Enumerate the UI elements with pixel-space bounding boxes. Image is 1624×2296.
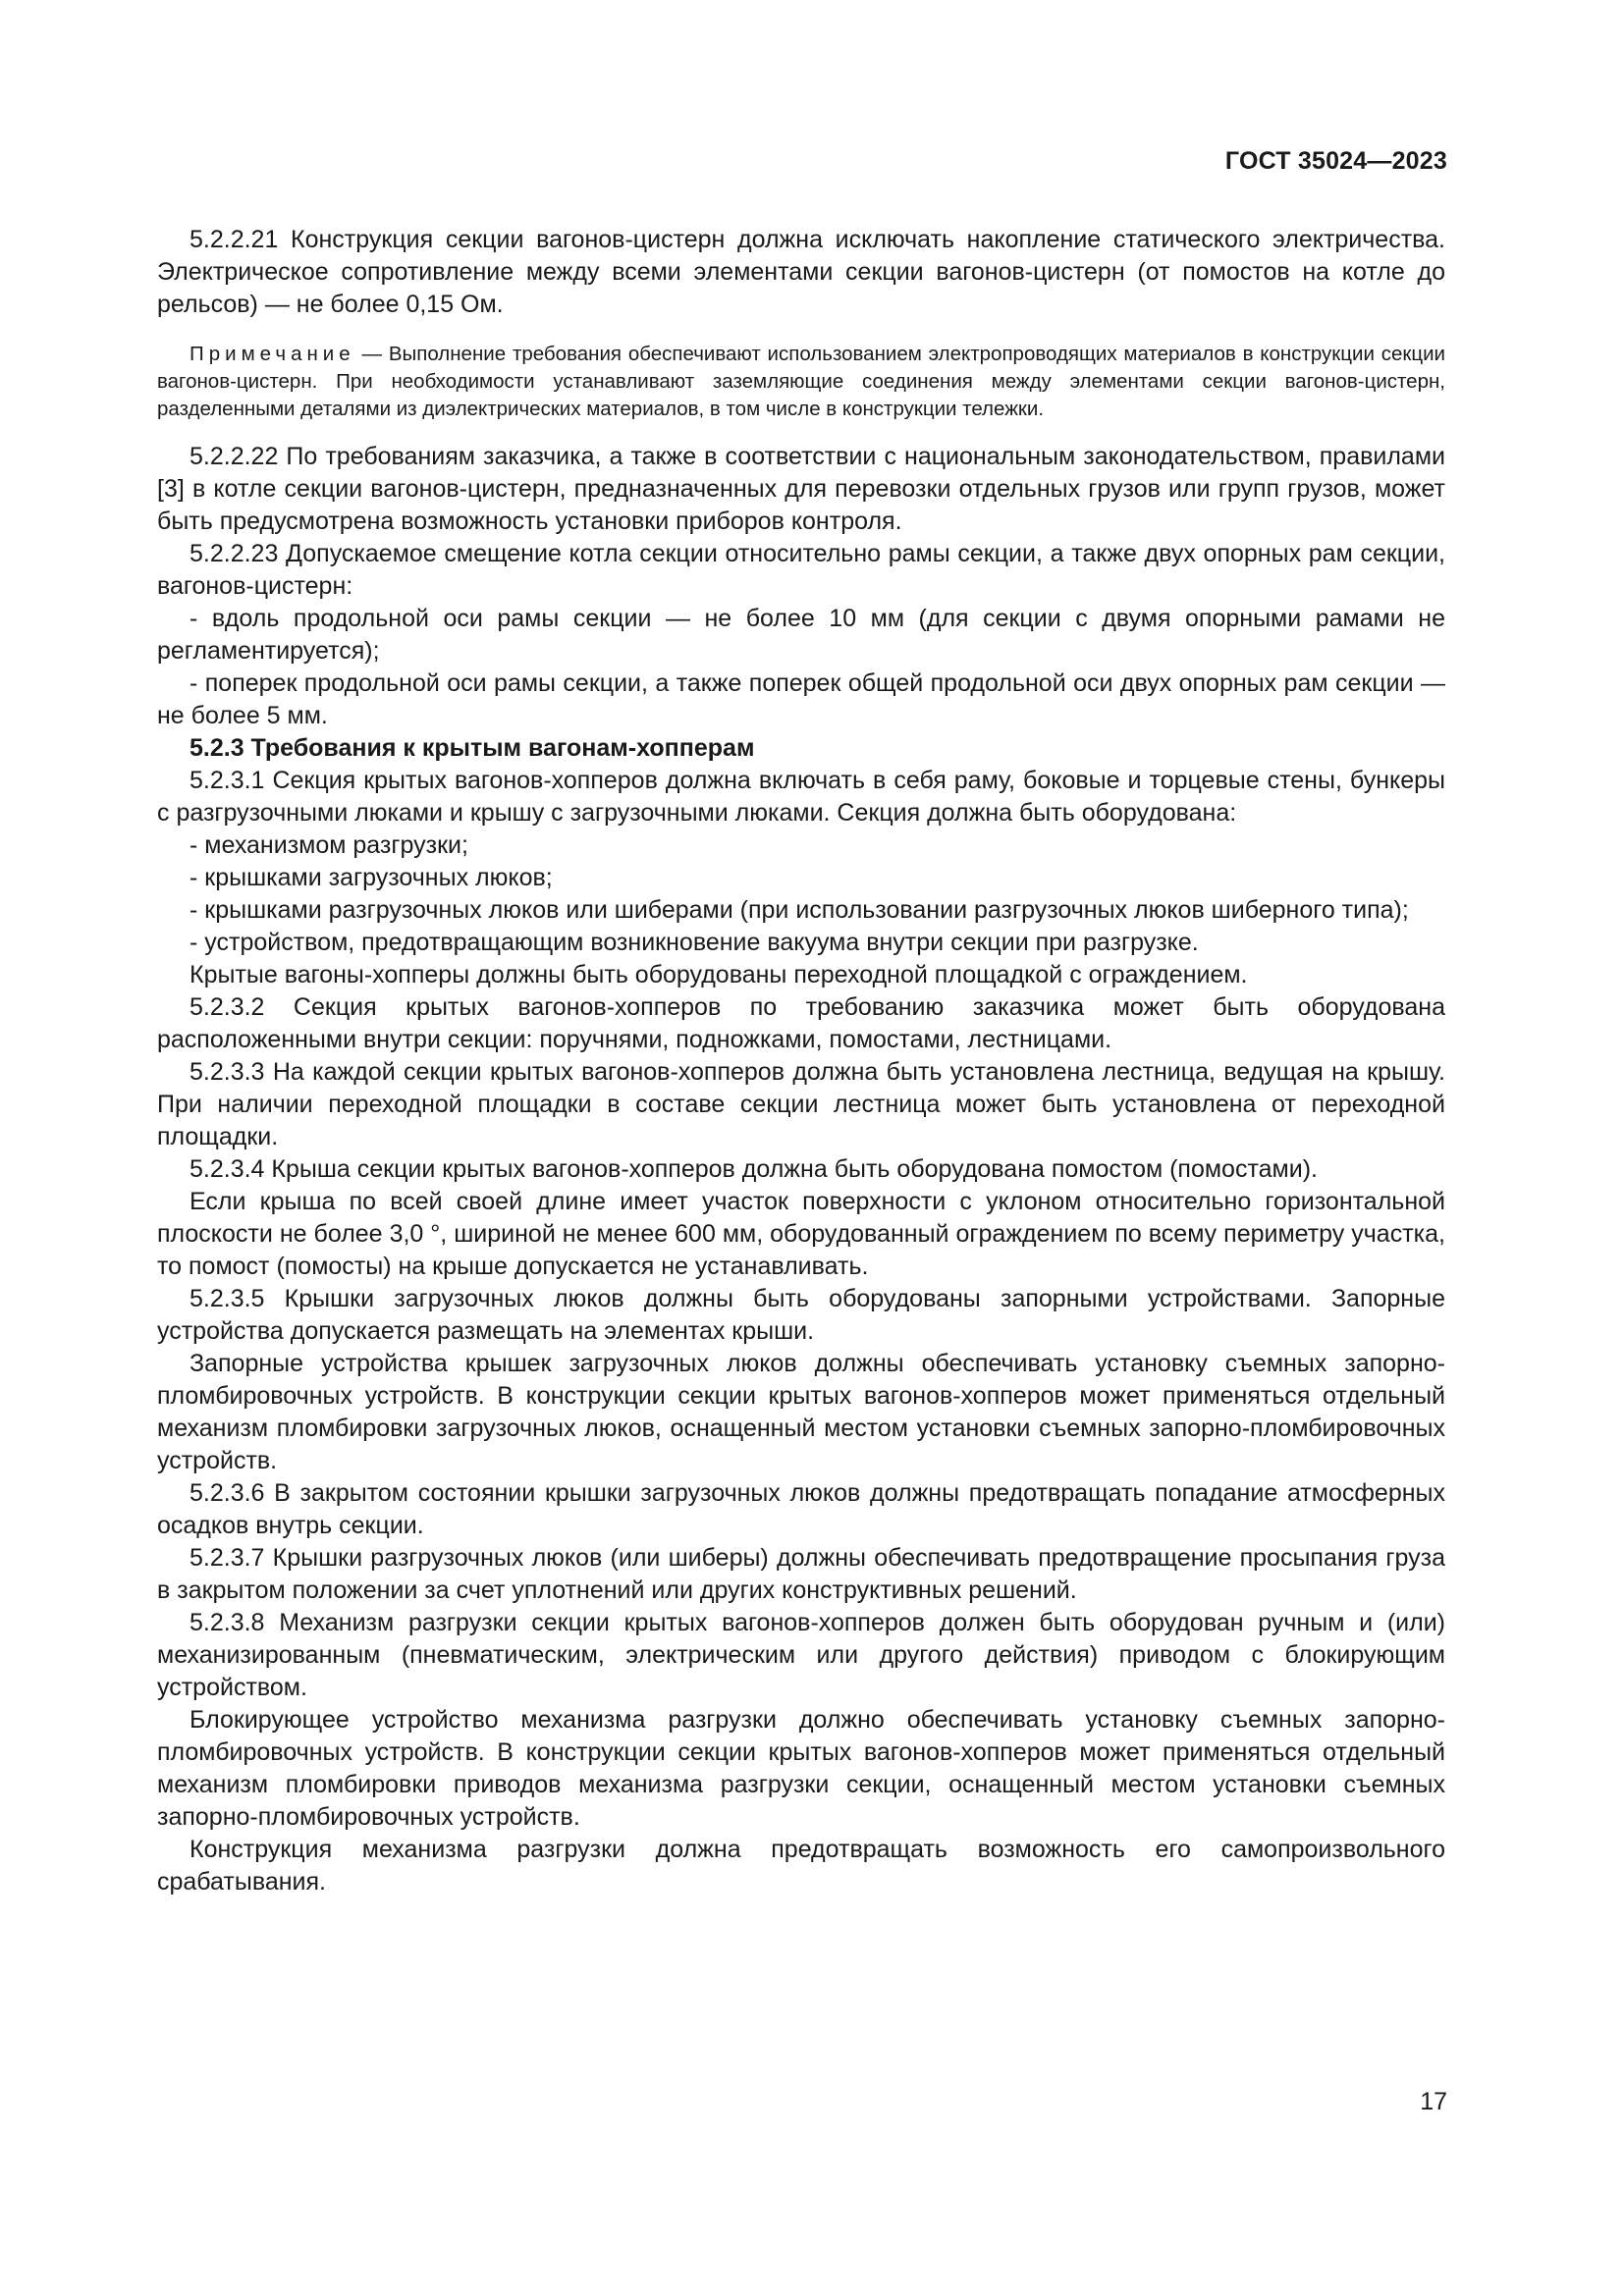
clause-5-2-3-5-continuation: Запорные устройства крышек загрузочных люков должны обеспечивать установку съемных запорно-пломбировочных устройств. В конструкции секции крытых вагонов-хопперов может применяться отдельный механизм пломбировки загрузочных люков, оснащенный местом установки съемных запорно-пломбировочных устройств. (157, 1350, 1445, 1474)
clause-5-2-3-6: 5.2.3.6 В закрытом состоянии крышки загрузочных люков должны предотвращать попадание атмосферных осадков внутрь секции. (157, 1479, 1445, 1539)
section-heading-5-2-3: 5.2.3 Требования к крытым вагонам-хопперам (189, 734, 755, 762)
clause-5-2-2-21: 5.2.2.21 Конструкция секции вагонов-цистерн должна исключать накопление статического электричества. Электрическое сопротивление между всеми элементами секции вагонов-цистерн (от помостов на котле до рельсов) — не более 0,15 Ом. (157, 226, 1445, 318)
list-item: - вдоль продольной оси рамы секции — не более 10 мм (для секции с двумя опорными рамами не регламентируется); (157, 605, 1445, 665)
clause-5-2-3-1-tail: Крытые вагоны-хопперы должны быть оборудованы переходной площадкой с ограждением. (189, 961, 1248, 988)
document-body (157, 224, 1445, 1898)
clause-5-2-3-1: 5.2.3.1 Секция крытых вагонов-хопперов должна включать в себя раму, боковые и торцевые стены, бункеры с разгрузочными люками и крышу с загрузочными люками. Секция должна быть оборудована: (157, 767, 1445, 827)
note-text: — Выполнение требования обеспечивают использованием электропроводящих материалов в конструкции секции вагонов-цистерн. При необходимости устанавливают заземляющие соединения между элементами секции вагонов-цистерн, разделенными деталями из диэлектрических материалов, в том числе в конструкции тележки. (157, 343, 1445, 420)
document-code-header: ГОСТ 35024—2023 (1224, 147, 1447, 175)
clause-5-2-3-8-final: Конструкция механизма разгрузки должна предотвращать возможность его самопроизвольного срабатывания. (157, 1836, 1445, 1896)
clause-5-2-3-4: 5.2.3.4 Крыша секции крытых вагонов-хопперов должна быть оборудована помостом (помостами). (189, 1155, 1318, 1183)
list-item: - механизмом разгрузки; (189, 831, 468, 859)
list-item: - поперек продольной оси рамы секции, а также поперек общей продольной оси двух опорных рам секции — не более 5 мм. (157, 669, 1445, 729)
clause-5-2-2-23: 5.2.2.23 Допускаемое смещение котла секции относительно рамы секции, а также двух опорных рам секции, вагонов-цистерн: (157, 540, 1445, 600)
list-item: - крышками загрузочных люков; (189, 864, 553, 891)
clause-5-2-3-3: 5.2.3.3 На каждой секции крытых вагонов-хопперов должна быть установлена лестница, ведущая на крышу. При наличии переходной площадки в составе секции лестница может быть установлена от переходной площадки. (157, 1058, 1445, 1150)
clause-5-2-2-22: 5.2.2.22 По требованиям заказчика, а также в соответствии с национальным законодательством, правилами [3] в котле секции вагонов-цистерн, предназначенных для перевозки отдельных грузов или групп грузов, может быть предусмотрена возможность установки приборов контроля. (157, 443, 1445, 535)
clause-5-2-3-2: 5.2.3.2 Секция крытых вагонов-хопперов по требованию заказчика может быть оборудована расположенными внутри секции: поручнями, подножками, помостами, лестницами. (157, 993, 1445, 1053)
list-item: - крышками разгрузочных люков или шиберами (при использовании разгрузочных люков шиберного типа); (189, 896, 1409, 924)
clause-5-2-3-4-continuation: Если крыша по всей своей длине имеет участок поверхности с уклоном относительно горизонтальной плоскости не более 3,0 °, шириной не менее 600 мм, оборудованный ограждением по всему периметру участка, то помост (помосты) на крыше допускается не устанавливать. (157, 1188, 1445, 1280)
clause-5-2-3-7: 5.2.3.7 Крышки разгрузочных люков (или шиберы) должны обеспечивать предотвращение просыпания груза в закрытом положении за счет уплотнений или других конструктивных решений. (157, 1544, 1445, 1604)
list-item: - устройством, предотвращающим возникновение вакуума внутри секции при разгрузке. (189, 929, 1199, 956)
note-block (157, 341, 1445, 423)
clause-5-2-3-8: 5.2.3.8 Механизм разгрузки секции крытых вагонов-хопперов должен быть оборудован ручным и (или) механизированным (пневматическим, электрическим или другого действия) приводом с блокирующим устройством. (157, 1609, 1445, 1701)
clause-5-2-3-8-continuation: Блокирующее устройство механизма разгрузки должно обеспечивать установку съемных запорно-пломбировочных устройств. В конструкции секции крытых вагонов-хопперов может применяться отдельный механизм пломбировки приводов механизма разгрузки секции, оснащенный местом установки съемных запорно-пломбировочных устройств. (157, 1706, 1445, 1831)
note-label: Примечание (189, 343, 355, 365)
clause-5-2-3-5: 5.2.3.5 Крышки загрузочных люков должны быть оборудованы запорными устройствами. Запорные устройства допускается размещать на элементах крыши. (157, 1285, 1445, 1345)
page-number: 17 (1420, 2088, 1447, 2115)
